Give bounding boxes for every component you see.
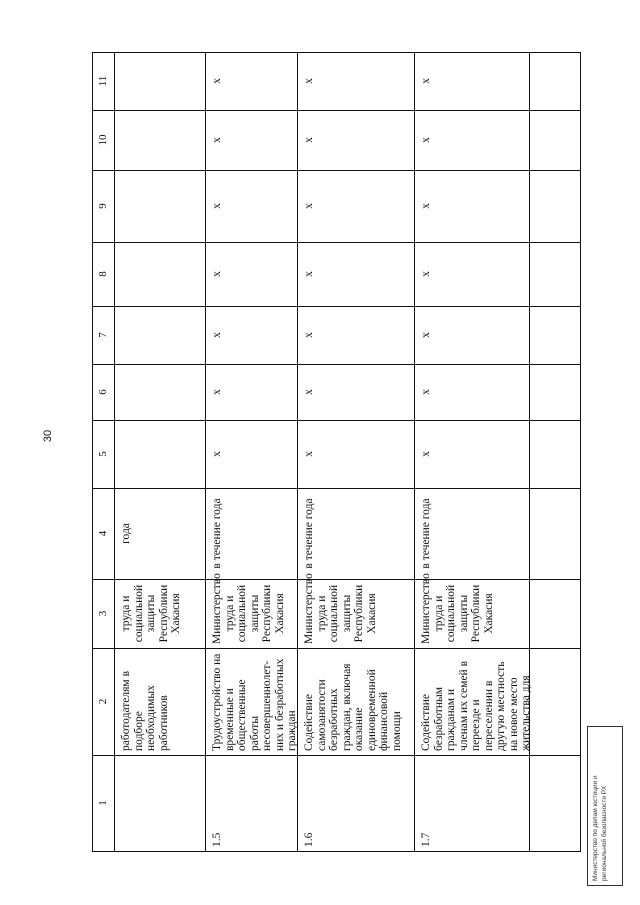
row-mark — [114, 52, 205, 110]
row-mark-text: x — [303, 271, 315, 277]
row-mark — [414, 364, 529, 420]
row-mark — [297, 52, 414, 110]
row-term — [414, 488, 529, 579]
row-mark-text — [114, 170, 205, 242]
row-term-text: в течение года — [420, 498, 432, 569]
row-term — [205, 488, 297, 579]
row-mark — [205, 170, 297, 242]
row-mark — [205, 364, 297, 420]
header-cell-7-text: 7 — [97, 332, 109, 338]
row-executor-text: Министерство труда и социальной защиты Республики Хакасия — [211, 573, 286, 644]
row-mark-text — [114, 242, 205, 306]
registry-stamp — [587, 726, 623, 886]
row-mark — [297, 364, 414, 420]
row-mark-text: x — [303, 203, 315, 209]
row-mark — [205, 306, 297, 364]
row-executor-text: Министерство труда и социальной защиты Республики Хакасия — [303, 573, 378, 644]
header-cell-6-text: 6 — [97, 389, 109, 395]
row-term-text: года — [120, 523, 132, 544]
row-activity-text: Содействие самозанятости безработных граждан, включая оказание единовременной финансовой помощи — [303, 663, 403, 751]
row-mark — [297, 110, 414, 170]
row-mark-text: x — [420, 389, 432, 395]
row-mark — [114, 364, 205, 420]
row-mark-text — [114, 364, 205, 420]
row-mark — [205, 420, 297, 488]
row-mark — [114, 170, 205, 242]
row-mark-text — [114, 306, 205, 364]
row-activity — [297, 648, 414, 755]
row-mark — [205, 242, 297, 306]
header-cell-7 — [92, 306, 114, 364]
row-mark — [205, 110, 297, 170]
row-mark-text: x — [420, 332, 432, 338]
row-executor-text: труда и социальной защиты Республики Хакасия — [120, 584, 182, 643]
row-mark-text: x — [420, 78, 432, 84]
header-cell-5 — [92, 420, 114, 488]
row-term — [114, 488, 205, 579]
row-mark — [414, 52, 529, 110]
row-mark-text: x — [211, 78, 223, 84]
page-number: 30 — [42, 429, 54, 443]
row-executor — [414, 573, 529, 648]
row-activity-text: Трудоустройство на временные и общественные работы несовершеннолет-них и безработных граждан — [211, 653, 298, 751]
row-mark — [414, 242, 529, 306]
row-mark — [205, 52, 297, 110]
row-executor — [297, 573, 414, 648]
row-mark — [114, 420, 205, 488]
row-mark-text: x — [420, 451, 432, 457]
row-executor — [205, 573, 297, 648]
header-cell-6 — [92, 364, 114, 420]
header-cell-8 — [92, 242, 114, 306]
header-cell-10 — [92, 110, 114, 170]
row-mark — [297, 170, 414, 242]
header-cell-9-text: 9 — [97, 203, 109, 209]
row-number-text: 1.7 — [420, 832, 432, 847]
header-cell-11 — [92, 52, 114, 110]
header-cell-11-text: 11 — [97, 75, 109, 87]
row-mark-text — [114, 420, 205, 488]
row-number — [297, 755, 414, 851]
grid-line — [92, 851, 581, 852]
header-cell-10-text: 10 — [97, 134, 109, 146]
row-mark-text: x — [420, 271, 432, 277]
row-executor-text: Министерство труда и социальной защиты Республики Хакасия — [420, 573, 495, 644]
row-mark-text: x — [211, 332, 223, 338]
row-mark-text: x — [303, 389, 315, 395]
header-cell-2-text: 2 — [97, 698, 109, 705]
row-term-text: в течение года — [211, 498, 223, 569]
header-cell-4 — [92, 488, 114, 579]
row-term-text: в течение года — [303, 498, 315, 569]
row-mark-text: x — [303, 332, 315, 338]
row-mark — [414, 170, 529, 242]
row-mark — [114, 242, 205, 306]
row-mark — [297, 242, 414, 306]
header-cell-2 — [92, 648, 114, 755]
data-table — [92, 52, 581, 851]
header-cell-4-text: 4 — [97, 530, 109, 537]
row-activity-text: Содействие безработным гражданам и членам их семей в переезде и переселении в другую местность на новое место жительства для — [420, 660, 532, 751]
row-mark-text: x — [303, 137, 315, 143]
row-mark-text: x — [211, 389, 223, 395]
row-activity — [414, 648, 532, 755]
row-mark-text: x — [211, 203, 223, 209]
row-mark-text: x — [211, 137, 223, 143]
row-mark — [114, 110, 205, 170]
row-mark — [297, 306, 414, 364]
row-mark-text — [114, 110, 205, 170]
row-activity — [114, 648, 205, 755]
header-cell-3 — [92, 579, 114, 648]
row-number-text: 1.6 — [303, 832, 315, 847]
row-mark — [114, 306, 205, 364]
row-mark-text — [114, 52, 205, 110]
row-mark-text: x — [420, 137, 432, 143]
row-activity — [205, 648, 297, 755]
row-mark-text: x — [211, 271, 223, 277]
row-number — [205, 755, 297, 851]
header-cell-3-text: 3 — [97, 610, 109, 617]
row-number — [414, 755, 529, 851]
row-mark — [414, 110, 529, 170]
row-number-text — [114, 755, 205, 851]
row-mark-text: x — [303, 78, 315, 84]
grid-line — [580, 52, 581, 851]
row-number — [114, 755, 205, 851]
header-cell-5-text: 5 — [97, 451, 109, 457]
header-cell-9 — [92, 170, 114, 242]
row-activity-text: работодателям в подборе необходимых работников — [120, 671, 170, 751]
row-mark — [414, 306, 529, 364]
row-mark-text: x — [420, 203, 432, 209]
row-mark — [297, 420, 414, 488]
header-cell-1-text: 1 — [97, 800, 109, 806]
row-executor — [114, 579, 205, 648]
header-cell-8-text: 8 — [97, 271, 109, 277]
row-mark — [414, 420, 529, 488]
row-term — [297, 488, 414, 579]
row-mark-text: x — [303, 451, 315, 457]
header-cell-1 — [92, 755, 114, 851]
row-number-text: 1.5 — [211, 832, 223, 847]
stamp-text: Министерство по делам юстиции и региональной безопасности РХ — [592, 775, 608, 881]
row-mark-text: x — [211, 451, 223, 457]
